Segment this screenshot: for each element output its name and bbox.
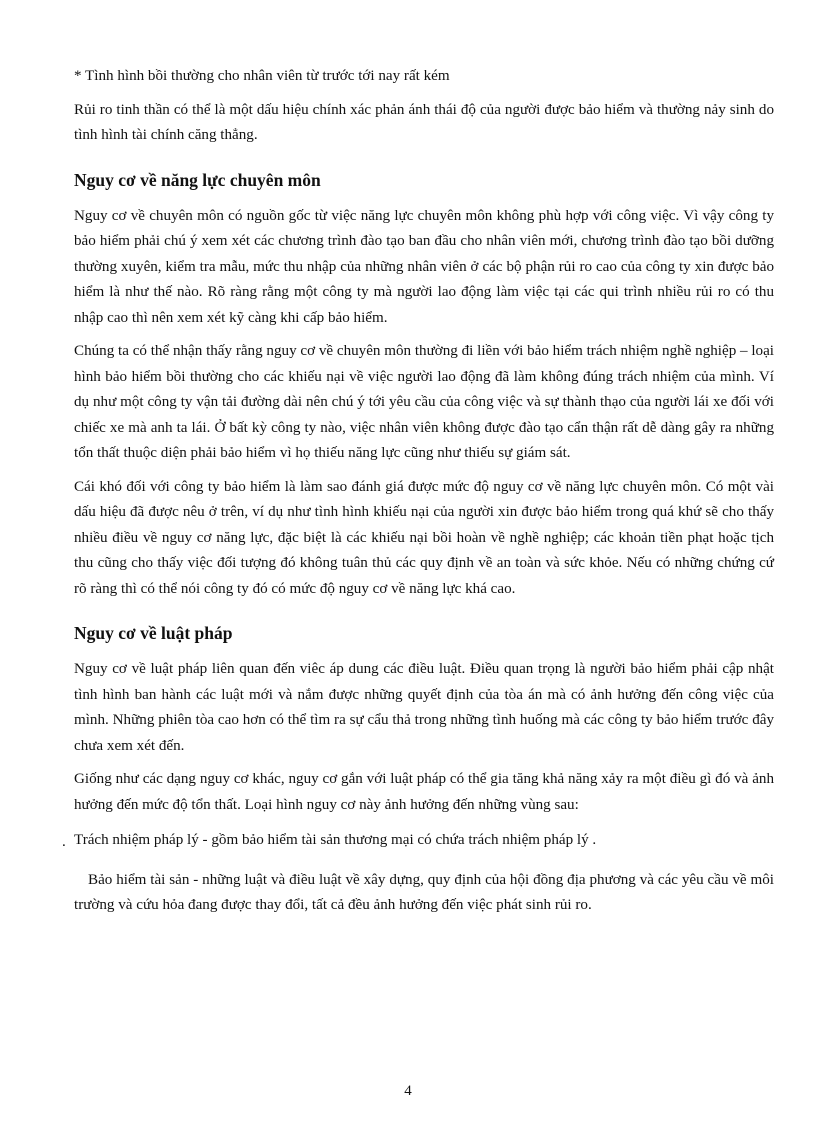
paragraph-competence-3: Cái khó đối với công ty bảo hiểm là làm sao đánh giá được mức độ nguy cơ về năng lực chuyên môn. Có một vài dấu hiệu đã được nêu ở trên, ví dụ như tình hình khiếu nại của người xin được bảo hiểm trong quá khứ sẽ cho thấy nhiều điều về nguy cơ năng lực, đặc biệt là các khiếu nại bồi hoàn về nghề nghiệp; các khoản tiền phạt hoặc tịch thu cũng cho thấy việc đối tượng đó không tuân thủ các quy định về an toàn và sức khỏe. Nếu có những chứng cứ rõ ràng thì có thể nói công ty đó có mức độ nguy cơ về năng lực khá cao. [74,478,774,597]
paragraph-competence-2: Chúng ta có thể nhận thấy rằng nguy cơ về chuyên môn thường đi liền với bảo hiểm trách nhiệm nghề nghiệp – loại hình bảo hiểm bồi thường cho các khiếu nại về việc người lao động đã làm không đúng trách nhiệm của mình. Ví dụ như một công ty vận tải đường dài nên chú ý tới yêu cầu của công việc và sự thành thạo của người lái xe đối với chiếc xe mà anh ta lái. Ở bất kỳ công ty nào, việc nhân viên không được đào tạo cẩn thận rất dễ dàng gây ra những tổn thất thuộc diện phải bảo hiểm vì họ thiếu năng lực cũng như thiếu sự giám sát. [74,343,774,461]
bullet-dot: . [62,834,66,850]
paragraph-legal-1: Nguy cơ về luật pháp liên quan đến viêc áp dung các điều luật. Điều quan trọng là người bảo hiểm phải cập nhật tình hình ban hành các luật mới và nắm được những quyết định của tòa án mà có ảnh hưởng đến công việc của mình. Những phiên tòa cao hơn có thể tìm ra sự cẩu thả trong những tình huống mà các công ty bảo hiểm trước đây chưa xem xét đến. [74,661,774,754]
heading-legal-risk: Nguy cơ về luật pháp [74,623,233,643]
intro-line: * Tình hình bồi thường cho nhân viên từ trước tới nay rất kém [74,68,450,84]
list-item-property: Bảo hiểm tài sản - những luật và điều luật về xây dựng, quy định của hội đồng địa phương và các yêu cầu về môi trường và cứu hỏa đang được thay đổi, tất cả đều ảnh hưởng đến việc phát sinh rủi ro. [74,871,774,913]
list-item-liability-text: Trách nhiệm pháp lý - gồm bảo hiểm tài sản thương mại có chứa trách nhiệm pháp lý . [74,832,597,848]
heading-competence-risk: Nguy cơ về năng lực chuyên môn [74,169,321,190]
list-item-liability [62,828,774,854]
document-page [62,64,774,919]
paragraph-morale-risk: Rủi ro tinh thần có thể là một dấu hiệu chính xác phản ánh thái độ của người được bảo hiểm và thường nảy sinh do tình hình tài chính căng thẳng. [74,101,774,143]
page-number: 4 [404,1083,412,1099]
paragraph-competence-1: Nguy cơ về chuyên môn có nguồn gốc từ việc năng lực chuyên môn không phù hợp với công việc. Vì vậy công ty bảo hiểm phải chú ý xem xét các chương trình đào tạo ban đầu cho nhân viên mới, chương trình đào tạo bồi dưỡng thường xuyên, kiểm tra mẫu, mức thu nhập của những nhân viên ở các bộ phận rủi ro cao của công ty xin được bảo hiểm là như thế nào. Rõ ràng rằng một công ty mà người lao động làm việc tại các qui trình nhiều rủi ro có thu nhập cao thì nên xem xét kỹ càng khi cấp bảo hiểm. [74,207,774,326]
paragraph-legal-2: Giống như các dạng nguy cơ khác, nguy cơ gắn với luật pháp có thể gia tăng khả năng xảy ra một điều gì đó và ảnh hưởng đến mức độ tổn thất. Loại hình nguy cơ này ảnh hưởng đến những vùng sau: [74,771,774,813]
